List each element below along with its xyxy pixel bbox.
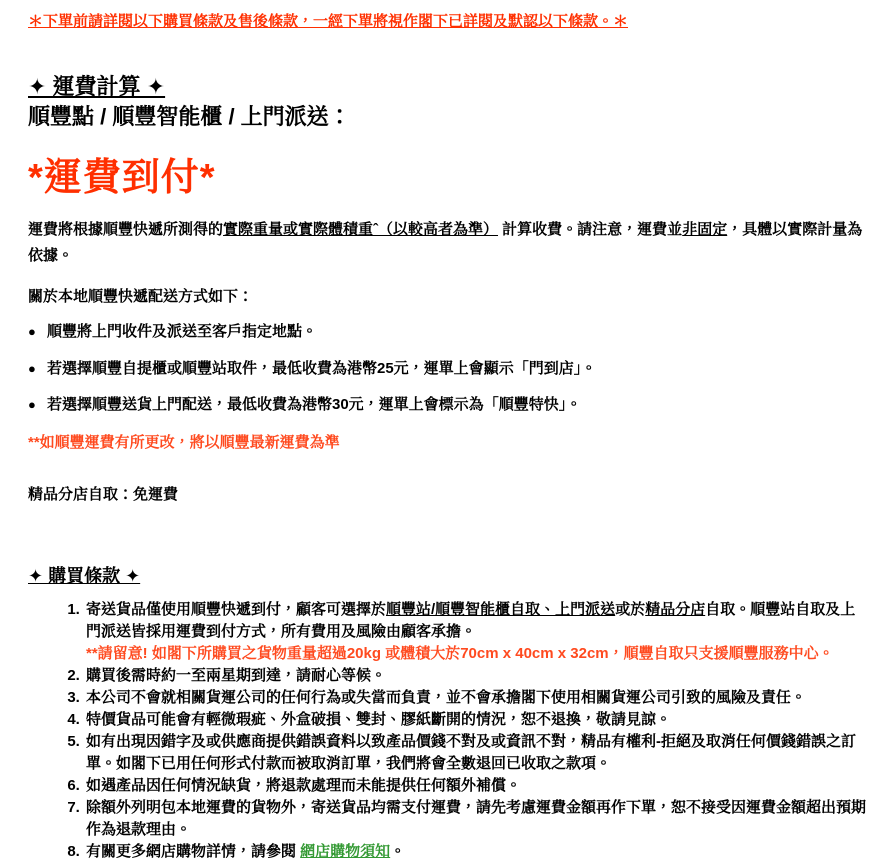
list-item (28, 360, 868, 379)
term-item-6: 6. 如遇產品因任何情況缺貨，將退款處理而未能提供任何額外補償。 (84, 775, 868, 797)
term1-seg5: 自取。順豐站自取及上門派送皆採用運費到付方式，所有費用及風險由顧客承擔。 (86, 600, 856, 640)
fee-calc-weight-underline: 實際重量或實際體積重ˆ（以較高者為準） (223, 221, 499, 239)
delivery-method-locker-station: 若選擇順豐自提櫃或順豐站取件，最低收費為港幣25元，運單上會顯示「門到店」。 (47, 359, 597, 377)
term-item-4: 4. 特價貨品可能會有輕微瑕疵、外盒破損、雙封、膠紙斷開的情況，恕不退換，敬請見諒。 (84, 709, 868, 731)
term8-seg2: 。 (390, 842, 406, 860)
delivery-method-home-delivery: 若選擇順豐送貨上門配送，最低收費為港幣30元，運單上會標示為「順豐特快」。 (47, 396, 582, 414)
term-item-5: 5. 如有出現因錯字及或供應商提供錯誤資料以致產品價錢不對及或資訊不對，精品有權利-拒絕及取消任何價錢錯誤之訂單。如閣下已用任何形式付款而被取消訂單，我們將會全數退回已收取之款項。 (84, 731, 868, 775)
term-item-3: 3. 本公司不會就相關貨運公司的任何行為或失當而負責，並不會承擔閣下使用相關貨運公司引致的風險及責任。 (84, 687, 868, 709)
bullet-icon: ● (28, 323, 36, 339)
list-item (28, 323, 868, 342)
online-shopping-guide-link[interactable]: 網店購物須知 (300, 842, 391, 860)
fee-calc-seg3: 計算收費。請注意，運費並 (498, 221, 683, 239)
term8-seg1: 有關更多網店購物詳情，請參閱 (86, 842, 301, 860)
bullet-icon: ● (28, 360, 36, 376)
delivery-method-door-pickup: 順豐將上門收件及派送至客戶指定地點。 (47, 322, 318, 340)
fee-calc-seg5: ，具體以實際計量為依據。 (28, 221, 863, 264)
delivery-methods-intro: 關於本地順豐快遞配送方式如下： (28, 288, 254, 306)
fee-change-note: **如順豐運費有所更改，將以順豐最新運費為準 (28, 434, 340, 452)
term-item-7: 7. 除額外列明包本地運費的貨物外，寄送貨品均需支付運費，請先考慮運費金額再作下單，恕不接受因運費金額超出預期作為退款理由。 (84, 797, 868, 841)
term-item-2: 2. 購買後需時約一至兩星期到達，請耐心等候。 (84, 665, 868, 687)
fee-calc-seg1: 運費將根據順豐快遞所測得的 (28, 221, 224, 239)
delivery-methods-list (28, 323, 868, 415)
shipping-methods-subheading: 順豐點 / 順豐智能櫃 / 上門派送： (28, 104, 351, 130)
fee-calculation-paragraph (28, 217, 868, 268)
purchase-terms-heading: ✦ 購買條款 ✦ (28, 565, 141, 586)
freight-collect-title: *運費到付* (28, 156, 216, 199)
term1-size-limit-note: **請留意! 如閣下所購買之貨物重量超過20kg 或體積大於70cm x 40cm x 32cm，順豐自取只支援順豐服務中心。 (86, 644, 834, 662)
bullet-icon: ● (28, 397, 36, 413)
term-item-1 (84, 599, 868, 665)
pre-order-warning: ＊下單前請詳閱以下購買條款及售後條款，一經下單將視作閣下已詳閱及默認以下條款。＊ (28, 13, 629, 30)
term1-seg1: 寄送貨品僅使用順豐快遞到付，顧客可選擇於 (86, 600, 387, 618)
store-pickup-free-line: 精品分店自取：免運費 (28, 485, 179, 503)
term1-pickup-options-underline: 順豐站/順豐智能櫃自取、上門派送 (386, 600, 616, 618)
term1-seg3: 或於 (615, 600, 646, 618)
shipping-calc-heading: ✦ 運費計算 ✦ (28, 73, 166, 99)
purchase-terms-list (28, 599, 868, 863)
list-item (28, 396, 868, 415)
fee-calc-notfixed-underline: 非固定 (682, 221, 728, 239)
term1-boutique-underline: 精品分店 (645, 600, 706, 618)
term-item-8 (84, 841, 868, 863)
